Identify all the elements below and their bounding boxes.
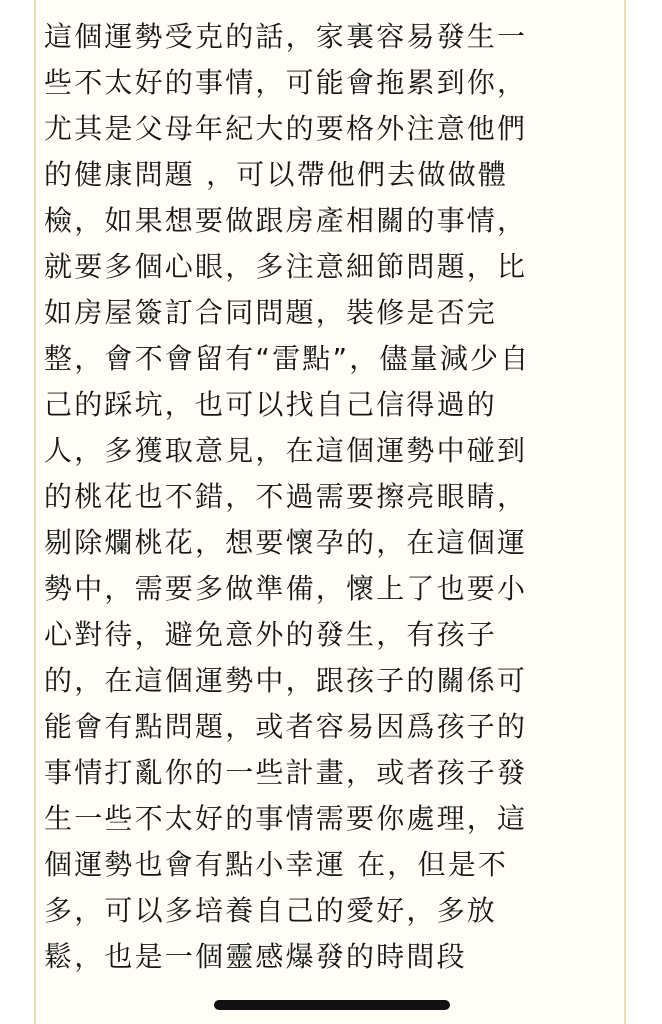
article-line: 的健康問題 ，可以帶他們去做做體 — [44, 158, 509, 191]
article-line: 事情打亂你的一些計畫，或者孩子發 — [44, 756, 528, 789]
article-line: 如房屋簽訂合同問題，裝修是否完 — [44, 296, 498, 329]
article-line: 的桃花也不錯，不過需要擦亮眼睛， — [44, 480, 528, 513]
home-indicator[interactable] — [214, 1000, 450, 1010]
article-line: 個運勢也會有點小幸運 在，但是不 — [44, 848, 509, 881]
article-line: 些不太好的事情，可能會拖累到你， — [44, 66, 528, 99]
article-line: 多，可以多培養自己的愛好，多放 — [44, 894, 498, 927]
article-body — [44, 14, 564, 980]
article-line: 心對待，避免意外的發生，有孩子 — [44, 618, 498, 651]
article-line: 整，會不會留有“雷點”，儘量減少自 — [44, 342, 531, 375]
article-line: 人，多獲取意見，在這個運勢中碰到 — [44, 434, 528, 467]
article-line: 勢中，需要多做準備，懷上了也要小 — [44, 572, 528, 605]
article-line: 檢，如果想要做跟房產相關的事情， — [44, 204, 528, 237]
article-line: 己的踩坑，也可以找自己信得過的 — [44, 388, 498, 421]
article-line: 尤其是父母年紀大的要格外注意他們 — [44, 112, 528, 145]
article-line: 能會有點問題，或者容易因爲孩子的 — [44, 710, 528, 743]
article-line: 就要多個心眼，多注意細節問題，比 — [44, 250, 528, 283]
article-line: 鬆，也是一個靈感爆發的時間段 — [44, 940, 467, 973]
article-line: 這個運勢受克的話，家裏容易發生一 — [44, 20, 528, 53]
article-line: 剔除爛桃花，想要懷孕的，在這個運 — [44, 526, 528, 559]
article-line: 生一些不太好的事情需要你處理，這 — [44, 802, 528, 835]
article-line: 的，在這個運勢中，跟孩子的關係可 — [44, 664, 528, 697]
